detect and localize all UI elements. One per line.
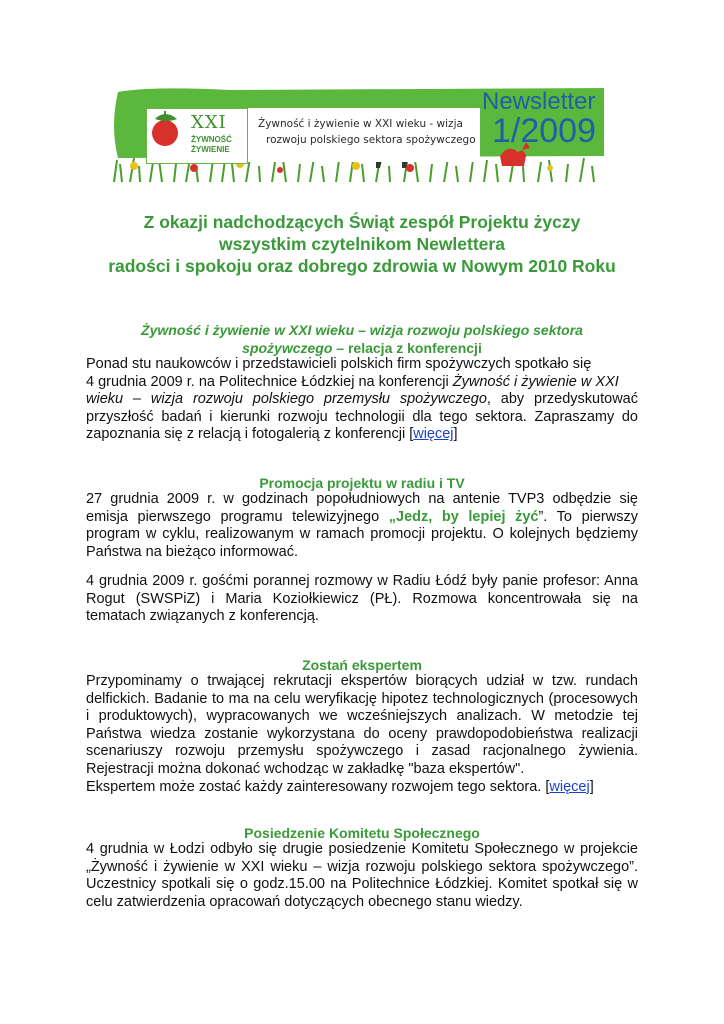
paragraph-line: Rogut (SWSPiZ) i Maria Koziołkiewicz (PŁ). Rozmowa koncentrowała się na [86,590,638,607]
banner-tagline-2: rozwoju polskiego sektora spożywczego [266,134,476,146]
section-promotion-title: Promocja projektu w radiu i TV [259,475,465,491]
paragraph-line [86,426,638,444]
section-committee-title: Posiedzenie Komitetu Społecznego [244,825,480,841]
section-committee-body [86,841,638,911]
text-run: emisja pierwszego programu telewizyjnego [86,508,389,525]
paragraph-line: Państwa na bieżąco informować. [86,543,298,560]
paragraph-line: celu zatwierdzenia opracowań dotyczących obecnego stanu wiedzy. [86,893,523,910]
newsletter-label: Newsletter [482,88,596,115]
text-run: ] [453,426,458,443]
paragraph-line: przyszłość badań i kierunki rozwoju technologii dla tego sektora. Zapraszamy do [86,408,638,425]
section-conference-body [86,356,638,444]
greeting-line-1: Z okazji nadchodzących Świąt zespół Projektu życzy [143,212,581,232]
section-promotion-body [86,491,638,561]
text-run: zapoznania się z relacją i fotogalerią z konferencji [ [86,426,414,443]
paragraph-line: „Żywność i żywienie w XXI wieku – wizja rozwoju polskiego sektora spożywczego”. [86,858,638,875]
paragraph-line: 4 grudnia w Łodzi odbyło się drugie posiedzenie Komitetu Społecznego w projekcie [86,841,638,857]
section-expert-title: Zostań ekspertem [302,657,422,673]
logo-word-zywnosc: ŻYWNOŚĆ [191,135,232,144]
paragraph-line: Ponad stu naukowców i przedstawicieli polskich firm spożywczych spotkało się [86,356,592,372]
text-run: ] [589,778,594,795]
paragraph-line: tematach związanych z konferencją. [86,608,319,625]
paragraph-line: 27 grudnia 2009 r. w godzinach popołudniowych na antenie TVP3 odbędzie się [86,491,638,507]
section-conference-title-italic: spożywczego [242,340,333,356]
more-link-conference[interactable]: więcej [413,426,454,443]
tv-program-name: „Jedz, by lepiej żyć [388,508,539,525]
logo-roman-numeral: XXI [191,112,227,133]
logo-word-zywienie: ŻYWIENIE [191,145,230,154]
section-expert-body [86,673,638,796]
paragraph-line: Uczestnicy spotkali się o godz.15.00 na Politechnice Łódzkiej. Komitet spotkał się w [86,876,638,893]
issue-number: 1/2009 [492,112,596,150]
paragraph-line: i produktowych), wypracowanych we wcześniejszych analizach. W metodzie tej [86,708,638,725]
paragraph-line [86,779,638,797]
text-run-italic: wieku – wizja rozwoju polskiego przemysłu spożywczego [86,391,487,408]
paragraph-line [86,509,638,527]
text-run-italic: Żywność i żywienie w XXI [452,373,619,390]
banner-tagline-1: Żywność i żywienie w XXI wieku - wizja [258,118,463,130]
text-run: ”. To pierwszy [538,508,638,525]
paragraph-line: delfickich. Badanie to ma na celu weryfikację hipotez technologicznych (procesowych [86,690,638,707]
paragraph-line [86,391,638,409]
newsletter-banner [110,86,604,186]
section-conference-title-rest: – relacja z konferencji [332,340,482,356]
paragraph-line: Rejestracji można dokonać wchodząc w zakładkę "baza ekspertów". [86,760,525,777]
section-conference-title-line1: Żywność i żywienie w XXI wieku – wizja rozwoju polskiego sektora [141,322,583,338]
text-run: 4 grudnia 2009 r. na Politechnice Łódzkiej na konferencji [86,373,453,390]
paragraph-line: Państwa wiedza zostanie wykorzystana do oceny prawdopodobieństwa realizacji [86,725,638,742]
paragraph-line: Przypominamy o trwającej rekrutacji ekspertów biorących udział w tzw. rundach [86,673,638,689]
paragraph-line: 4 grudnia 2009 r. gośćmi porannej rozmowy w Radiu Łódź były panie profesor: Anna [86,573,638,589]
section-radio-body [86,573,638,626]
greeting-line-3: radości i spokoju oraz dobrego zdrowia w Nowym 2010 Roku [108,256,616,276]
paragraph-line [86,374,638,392]
more-link-expert[interactable]: więcej [549,778,590,795]
banner-tagline-box [248,108,480,162]
paragraph-line: scenariuszy rozwoju przemysłu spożywczego i zasad racjonalnego żywienia. [86,743,638,760]
text-run: Ekspertem może zostać każdy zainteresowany rozwojem tego sektora. [ [86,778,550,795]
project-logo [146,108,248,164]
greeting-line-2: wszystkim czytelnikom Newlettera [219,234,505,254]
tomato-icon [147,109,183,149]
text-run: , aby przedyskutować [486,391,638,408]
section-conference-title [86,321,638,357]
paragraph-line: program w cyklu, realizowanym w ramach promocji projektu. O kolejnych będziemy [86,526,638,543]
